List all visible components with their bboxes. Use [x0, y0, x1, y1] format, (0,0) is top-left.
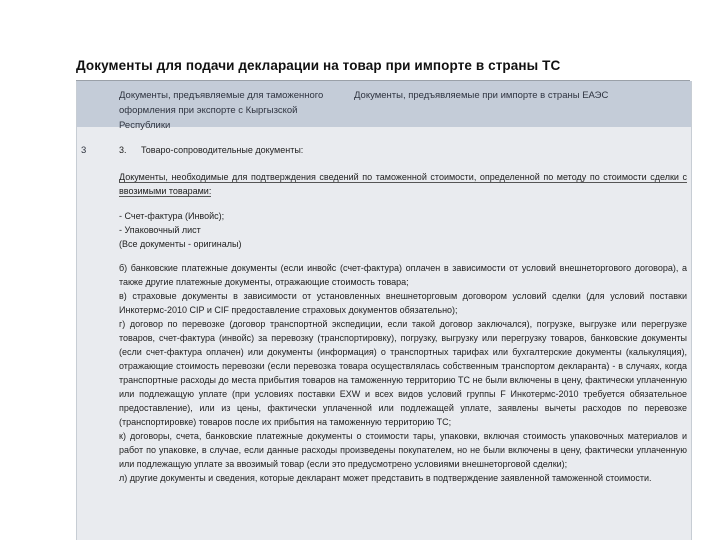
header-import-docs: Документы, предъявляемые при импорте в страны ЕАЭС [354, 90, 609, 101]
list-item: (Все документы - оригиналы) [119, 239, 242, 249]
list-item: в) страховые документы в зависимости от установленных внешнеторговым договором условий сделки (для условий поставки Инкотермс-2010 CIP и CIF предоставление страховых документов обязательно); [119, 291, 687, 315]
list-item: г) договор по перевозке (договор транспортной экспедиции, если такой договор заключался), погрузке, выгрузке или перегрузке товаров, счет-фактура (инвойс) за перевозку (транспортировку), погрузку, выгрузку или перегрузку товаров, банковские документы (если счет-фактура оплачен) или документы (информация) о транспортных тарифах или бухгалтерские документы (калькуляция), отражающие стоимость перевозки (если перевозка товара осуществлялась собственным транспортом декларанта) - в случаях, когда транспортные расходы до места прибытия товаров на таможенную территорию ТС не были включены в цену, фактически уплаченную или подлежащую уплате (при условиях поставки EXW и всех видов условий группы F Инкотермс-2010 требуется обязательное предоставление), или из цены, фактически уплаченной или подлежащей уплате, заявлены вычеты расходов по перевозке (транспортировке) товаров после их прибытия на таможенную территорию ТС; [119, 319, 687, 427]
intro-paragraph [119, 170, 687, 198]
list-item: - Счет-фактура (Инвойс); [119, 211, 225, 221]
basic-docs-list [119, 209, 687, 251]
header-export-docs: Документы, предъявляемые для таможенного оформления при экспорте с Кыргызской Республики [119, 90, 324, 131]
list-item: л) другие документы и сведения, которые декларант может представить в подтверждение заявленной таможенной стоимости. [119, 473, 652, 483]
row-number: 3 [81, 145, 87, 156]
section-title: Товаро-сопроводительные документы: [141, 145, 304, 155]
page-title: Документы для подачи декларации на товар при импорте в страны ТС [76, 58, 561, 73]
table-header-row [77, 81, 691, 131]
section-number: 3. [119, 145, 127, 155]
section-heading [119, 143, 687, 157]
list-item: б) банковские платежные документы (если инвойс (счет-фактура) оплачен в зависимости от условий внешнеторгового договора), а также другие платежные документы, отражающие стоимость товара; [119, 263, 687, 287]
list-item: к) договоры, счета, банковские платежные документы о стоимости тары, упаковки, включая стоимость упаковочных материалов и работ по упаковке, в случае, если данные расходы произведены покупателем, но не были включены в цену, фактически уплаченную или подлежащую уплате за ввозимый товар (если это предусмотрено условиями внешнеторговой сделки); [119, 431, 687, 469]
supporting-docs-list [119, 261, 687, 485]
list-item: - Упаковочный лист [119, 225, 201, 235]
documents-table [76, 81, 692, 540]
intro-text: Документы, необходимые для подтверждения сведений по таможенной стоимости, определенной по методу по стоимости сделки с ввозимыми товарами: [119, 172, 687, 196]
